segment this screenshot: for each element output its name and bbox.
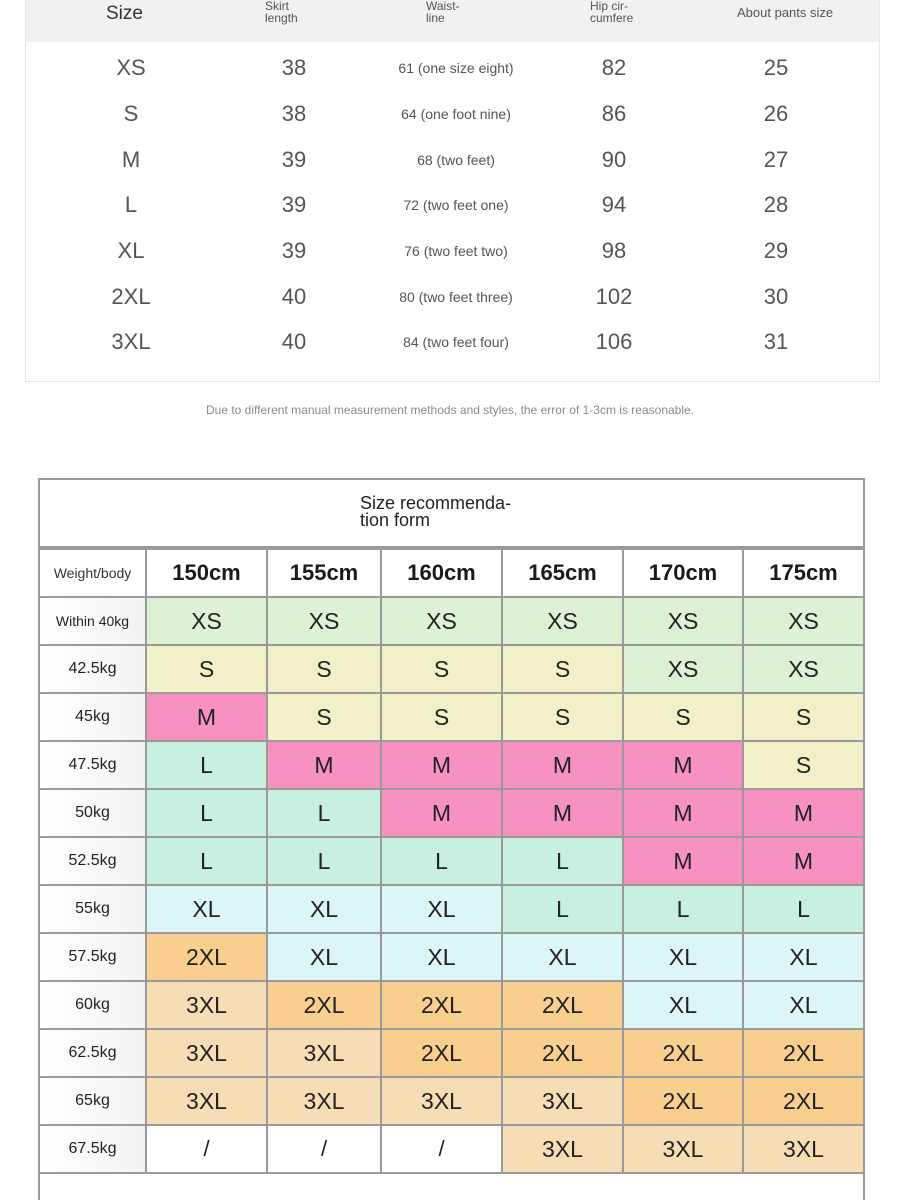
size-chart-cell-skirt: 39 [281,147,307,172]
weight-row [40,693,863,741]
recommended-size-cell: / [267,1125,381,1173]
recommended-size-cell: L [743,885,863,933]
weight-label: 67.5kg [40,1125,146,1173]
recommended-size-cell: L [502,837,623,885]
recommended-size-cell: M [743,837,863,885]
size-chart-cell-skirt: 39 [281,192,307,217]
recommended-size-cell: 2XL [146,933,267,981]
recommended-size-cell: 3XL [743,1125,863,1173]
size-chart-cell-waist: 61 (one size eight) [398,60,514,76]
recommended-size-cell: M [381,789,502,837]
recommended-size-cell: / [146,1125,267,1173]
height-header-150cm: 150cm [146,549,267,597]
recommended-size-cell: XL [146,885,267,933]
size-chart-cell-waist: 64 (one foot nine) [401,106,511,122]
recommended-size-cell: XL [743,981,863,1029]
size-chart-cell-hip: 106 [595,329,633,354]
size-recommendation-table [38,478,865,1200]
recommended-size-cell: S [267,693,381,741]
recommended-size-cell: M [146,693,267,741]
recommended-size-cell: XL [381,885,502,933]
size-chart [25,0,880,382]
size-chart-cell-hip: 98 [601,238,627,263]
size-chart-cell-waist: 80 (two feet three) [399,289,513,305]
weight-row [40,645,863,693]
recommended-size-cell: 3XL [267,1029,381,1077]
size-chart-cell-size: XS [116,55,146,80]
recommended-size-cell: M [381,741,502,789]
weight-label: 45kg [40,693,146,741]
recommended-size-cell: XL [502,933,623,981]
recommended-size-cell: 3XL [146,1029,267,1077]
recommended-size-cell: S [743,693,863,741]
recommended-size-cell: 2XL [502,981,623,1029]
weight-row [40,885,863,933]
recommended-size-cell: 3XL [146,1077,267,1125]
recommended-size-cell: 2XL [623,1077,743,1125]
size-chart-cell-skirt: 38 [281,101,307,126]
header-pants-size: About pants size [737,5,834,20]
size-chart-cell-pants: 25 [763,55,789,80]
weight-row [40,981,863,1029]
recommended-size-cell: XL [623,981,743,1029]
recommended-size-cell: L [146,789,267,837]
weight-row [40,597,863,645]
recommended-size-cell: 2XL [381,981,502,1029]
recommended-size-cell: M [623,789,743,837]
header-skirt-line1: Skirt [265,0,289,13]
recommended-size-cell: 3XL [623,1125,743,1173]
size-chart-row [26,228,879,274]
recommended-size-cell: 2XL [267,981,381,1029]
size-chart-cell-skirt: 39 [281,238,307,263]
recommended-size-cell: L [623,885,743,933]
weight-row [40,1077,863,1125]
size-chart-cell-size: M [121,147,141,172]
size-chart-cell-pants: 27 [763,147,789,172]
recommended-size-cell: S [146,645,267,693]
recommended-size-cell: 2XL [743,1029,863,1077]
weight-row [40,789,863,837]
size-chart-cell-hip: 102 [595,284,633,309]
recommendation-title [360,495,560,529]
recommended-size-cell: S [381,645,502,693]
height-header-row [40,549,863,597]
size-chart-cell-waist: 76 (two feet two) [404,243,508,259]
weight-label: 52.5kg [40,837,146,885]
header-skirt-length [265,0,298,42]
recommended-size-cell: L [381,837,502,885]
recommended-size-cell: L [267,837,381,885]
recommendation-title-box [40,480,863,548]
weight-label: 47.5kg [40,741,146,789]
size-chart-cell-waist: 68 (two feet) [417,152,495,168]
size-chart-cell-size: 2XL [111,284,151,309]
recommended-size-cell: M [267,741,381,789]
size-chart-row [26,182,879,228]
size-chart-row [26,274,879,320]
recommended-size-cell: XS [381,597,502,645]
recommended-size-cell: / [381,1125,502,1173]
size-chart-cell-size: XL [117,238,145,263]
weight-label: 50kg [40,789,146,837]
header-waist-line2: line [426,11,445,25]
size-chart-header [26,0,879,42]
height-header-155cm: 155cm [267,549,381,597]
recommended-size-cell: 2XL [502,1029,623,1077]
recommended-size-cell: 3XL [502,1125,623,1173]
header-skirt-line2: length [265,11,298,25]
size-chart-cell-pants: 26 [763,101,789,126]
recommended-size-cell: XL [267,885,381,933]
size-chart-cell-hip: 90 [601,147,627,172]
recommended-size-cell: 3XL [146,981,267,1029]
height-header-170cm: 170cm [623,549,743,597]
recommended-size-cell: 3XL [381,1077,502,1125]
weight-label: 65kg [40,1077,146,1125]
recommended-size-cell: XL [623,933,743,981]
weight-label: 57.5kg [40,933,146,981]
size-chart-cell-size: 3XL [111,329,151,354]
weight-label: 42.5kg [40,645,146,693]
size-chart-row [26,45,879,91]
header-hip [590,0,633,42]
recommended-size-cell: S [502,693,623,741]
recommended-size-cell: M [623,837,743,885]
recommended-size-cell: M [502,741,623,789]
recommended-size-cell: XS [743,597,863,645]
size-chart-cell-skirt: 40 [281,284,307,309]
size-chart-cell-pants: 28 [763,192,789,217]
recommended-size-cell: 3XL [502,1077,623,1125]
header-hip-line1: Hip cir- [590,0,628,13]
weight-label: 60kg [40,981,146,1029]
recommended-size-cell: 2XL [381,1029,502,1077]
recommendation-grid [40,548,863,1174]
weight-label: 62.5kg [40,1029,146,1077]
recommended-size-cell: S [502,645,623,693]
size-chart-row [26,91,879,137]
header-waistline [426,0,460,42]
recommended-size-cell: XS [743,645,863,693]
measurement-note: Due to different manual measurement methods and styles, the error of 1-3cm is reasonable. [205,403,695,417]
size-chart-cell-size: S [123,101,139,126]
height-header-160cm: 160cm [381,549,502,597]
size-chart-cell-skirt: 40 [281,329,307,354]
recommended-size-cell: 2XL [743,1077,863,1125]
weight-row [40,1125,863,1173]
recommended-size-cell: S [267,645,381,693]
weight-row [40,933,863,981]
header-size: Size [106,3,143,24]
size-chart-cell-hip: 86 [601,101,627,126]
recommended-size-cell: S [381,693,502,741]
recommended-size-cell: 3XL [267,1077,381,1125]
weight-row [40,741,863,789]
size-chart-cell-hip: 82 [601,55,627,80]
recommended-size-cell: 2XL [623,1029,743,1077]
size-chart-cell-hip: 94 [601,192,627,217]
recommended-size-cell: XL [381,933,502,981]
weight-row [40,837,863,885]
header-hip-line2: cumfere [590,11,634,25]
size-chart-cell-skirt: 38 [281,55,307,80]
size-chart-cell-size: L [124,192,138,217]
recommended-size-cell: L [267,789,381,837]
height-header-175cm: 175cm [743,549,863,597]
recommended-size-cell: S [743,741,863,789]
recommended-size-cell: XS [267,597,381,645]
corner-label: Weight/body [40,549,146,597]
size-chart-row [26,319,879,365]
size-chart-cell-pants: 30 [763,284,789,309]
recommended-size-cell: L [146,837,267,885]
recommendation-title-line2: tion form [360,510,431,530]
weight-label: 55kg [40,885,146,933]
size-chart-cell-waist: 84 (two feet four) [403,334,509,350]
recommended-size-cell: L [502,885,623,933]
header-waist-line1: Waist- [426,0,460,13]
recommended-size-cell: XS [623,597,743,645]
recommended-size-cell: M [623,741,743,789]
size-chart-row [26,137,879,183]
weight-label: Within 40kg [40,597,146,645]
recommended-size-cell: S [623,693,743,741]
recommendation-title-line1: Size recommenda- [360,493,512,513]
recommended-size-cell: M [502,789,623,837]
recommended-size-cell: XL [743,933,863,981]
recommended-size-cell: L [146,741,267,789]
weight-row [40,1029,863,1077]
size-chart-cell-waist: 72 (two feet one) [403,197,509,213]
recommended-size-cell: XS [502,597,623,645]
recommended-size-cell: XS [623,645,743,693]
height-header-165cm: 165cm [502,549,623,597]
recommended-size-cell: XL [267,933,381,981]
recommended-size-cell: XS [146,597,267,645]
recommended-size-cell: M [743,789,863,837]
size-chart-cell-pants: 31 [763,329,789,354]
size-chart-cell-pants: 29 [763,238,789,263]
